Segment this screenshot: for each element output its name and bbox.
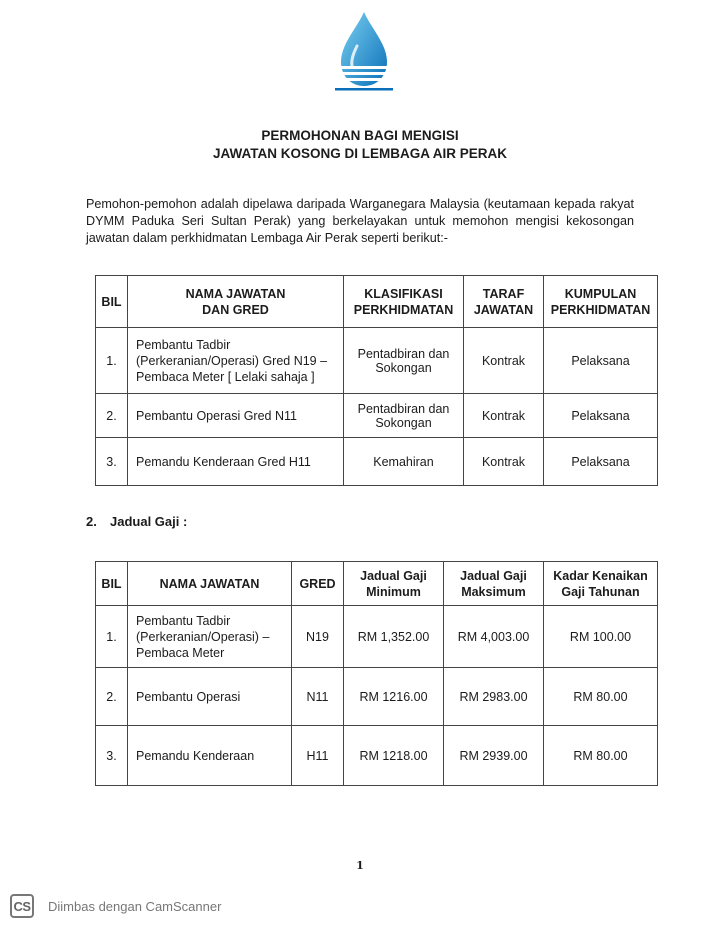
col-bil: BIL xyxy=(96,562,128,606)
section-number: 2. xyxy=(86,514,97,529)
row-kadar-kenaikan: RM 80.00 xyxy=(544,668,658,726)
table-row xyxy=(96,668,658,726)
col-gaji-maksimum xyxy=(444,562,544,606)
water-drop-logo-icon xyxy=(327,8,401,94)
row-gaji-maksimum: RM 2983.00 xyxy=(444,668,544,726)
row-taraf: Kontrak xyxy=(464,438,544,486)
intro-paragraph: Pemohon-pemohon adalah dipelawa daripada Warganegara Malaysia (keutamaan kepada rakyat DYMM Paduka Seri Sultan Perak) yang berkelayakan untuk memohon mengisi kekosongan jawatan dalam perkhidmatan Lembaga Air Perak seperti berikut:- xyxy=(86,197,634,245)
nama-line: Pembantu Tadbir xyxy=(136,613,231,628)
nama-line: Pemandu Kenderaan Gred H11 xyxy=(136,454,311,469)
document-title-line1: PERMOHONAN BAGI MENGISI xyxy=(261,128,459,143)
row-gaji-maksimum: RM 2939.00 xyxy=(444,726,544,786)
col-klas-line2: PERKHIDMATAN xyxy=(353,302,454,317)
col-nama-jawatan xyxy=(128,276,344,328)
row-gaji-maksimum: RM 4,003.00 xyxy=(444,606,544,668)
row-bil: 2. xyxy=(96,394,128,438)
col-taraf xyxy=(464,276,544,328)
row-taraf: Kontrak xyxy=(464,328,544,394)
klas-line: Sokongan xyxy=(375,360,432,375)
row-gaji-minimum: RM 1,352.00 xyxy=(344,606,444,668)
row-nama xyxy=(128,668,292,726)
table-row xyxy=(96,726,658,786)
row-bil: 1. xyxy=(96,606,128,668)
salary-table xyxy=(95,561,658,786)
col-gaji-minimum xyxy=(344,562,444,606)
col-min-line2: Minimum xyxy=(366,584,421,599)
klas-line: Pentadbiran dan xyxy=(357,401,450,416)
document-title-line2: JAWATAN KOSONG DI LEMBAGA AIR PERAK xyxy=(212,146,507,161)
row-klasifikasi xyxy=(344,394,464,438)
row-nama xyxy=(128,438,344,486)
row-taraf: Kontrak xyxy=(464,394,544,438)
col-klas-line1: KLASIFIKASI xyxy=(364,286,443,301)
row-nama xyxy=(128,606,292,668)
col-kadar-line2: Gaji Tahunan xyxy=(561,584,640,599)
nama-line: Pemandu Kenderaan xyxy=(136,748,255,763)
row-kumpulan: Pelaksana xyxy=(544,394,658,438)
nama-line: Pembantu Operasi Gred N11 xyxy=(136,408,297,423)
col-taraf-line2: JAWATAN xyxy=(473,302,534,317)
klas-line: Kemahiran xyxy=(373,454,434,469)
salary-table-header xyxy=(96,562,658,606)
row-kadar-kenaikan: RM 100.00 xyxy=(544,606,658,668)
camscanner-footer xyxy=(10,893,221,919)
section-title: Jadual Gaji : xyxy=(110,514,188,529)
vacancy-table xyxy=(95,275,658,486)
section-2-heading xyxy=(86,514,187,529)
vacancy-table-header xyxy=(96,276,658,328)
row-bil: 2. xyxy=(96,668,128,726)
col-kadar-line1: Kadar Kenaikan xyxy=(553,568,648,583)
nama-line: (Perkeranian/Operasi) – xyxy=(136,629,270,644)
col-kump-line1: KUMPULAN xyxy=(564,286,637,301)
row-nama xyxy=(128,328,344,394)
col-kumpulan xyxy=(544,276,658,328)
col-kadar-kenaikan xyxy=(544,562,658,606)
row-nama xyxy=(128,726,292,786)
col-max-line2: Maksimum xyxy=(461,584,526,599)
row-bil: 3. xyxy=(96,726,128,786)
nama-line: (Perkeranian/Operasi) Gred N19 – xyxy=(136,353,328,368)
camscanner-logo-icon: CS xyxy=(10,894,34,918)
klas-line: Pentadbiran dan xyxy=(357,346,450,361)
row-bil: 1. xyxy=(96,328,128,394)
col-max-line1: Jadual Gaji xyxy=(460,568,527,583)
col-kump-line2: PERKHIDMATAN xyxy=(550,302,651,317)
col-nama-jawatan: NAMA JAWATAN xyxy=(128,562,292,606)
nama-line: Pembaca Meter xyxy=(136,645,225,660)
col-klasifikasi xyxy=(344,276,464,328)
row-kumpulan: Pelaksana xyxy=(544,438,658,486)
row-gaji-minimum: RM 1216.00 xyxy=(344,668,444,726)
row-nama xyxy=(128,394,344,438)
row-klasifikasi xyxy=(344,328,464,394)
camscanner-text: Diimbas dengan CamScanner xyxy=(48,898,222,914)
table-row xyxy=(96,328,658,394)
table-row xyxy=(96,606,658,668)
row-gred: H11 xyxy=(292,726,344,786)
row-klasifikasi xyxy=(344,438,464,486)
row-kadar-kenaikan: RM 80.00 xyxy=(544,726,658,786)
row-gaji-minimum: RM 1218.00 xyxy=(344,726,444,786)
col-taraf-line1: TARAF xyxy=(482,286,525,301)
col-gred: GRED xyxy=(292,562,344,606)
col-nama-line2: DAN GRED xyxy=(202,302,269,317)
klas-line: Sokongan xyxy=(375,415,432,430)
col-nama-line1: NAMA JAWATAN xyxy=(185,286,286,301)
table-row xyxy=(96,394,658,438)
row-bil: 3. xyxy=(96,438,128,486)
table-row xyxy=(96,438,658,486)
nama-line: Pembantu Tadbir xyxy=(136,337,231,352)
nama-line: Pembantu Operasi xyxy=(136,689,241,704)
row-gred: N11 xyxy=(292,668,344,726)
nama-line: Pembaca Meter [ Lelaki sahaja ] xyxy=(136,369,315,384)
col-min-line1: Jadual Gaji xyxy=(360,568,427,583)
row-gred: N19 xyxy=(292,606,344,668)
col-bil: BIL xyxy=(96,276,128,328)
row-kumpulan: Pelaksana xyxy=(544,328,658,394)
page-number: 1 xyxy=(356,859,364,872)
